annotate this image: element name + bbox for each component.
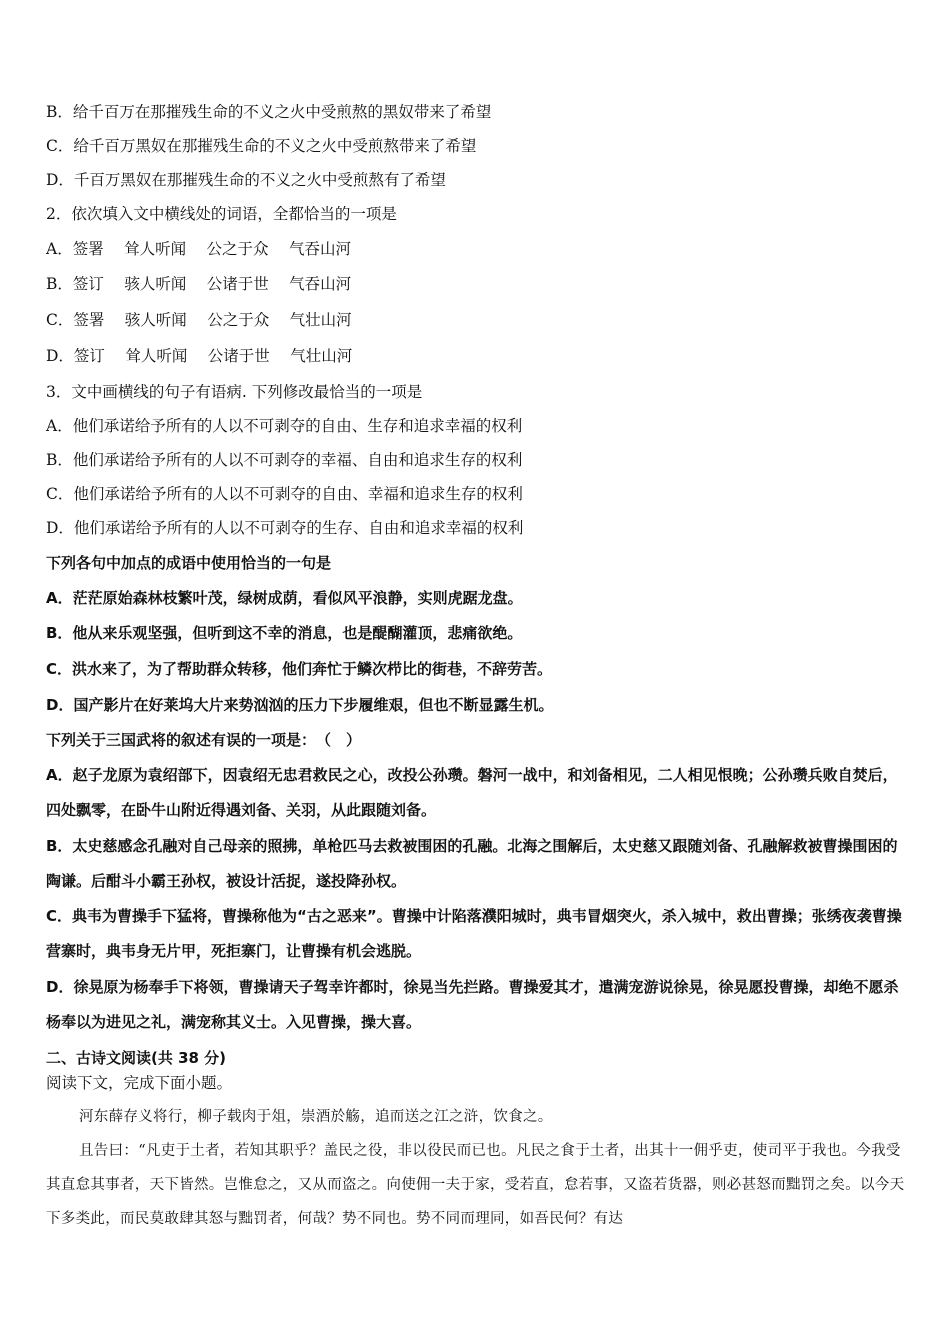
section-instruction: 阅读下文，完成下面小题。 <box>46 1074 233 1092</box>
q1-option-c: C．给千百万黑奴在那摧残生命的不义之火中受煎熬带来了希望 <box>46 137 477 155</box>
q2-option-a: A．签署 耸人听闻 公之于众 气吞山河 <box>46 240 351 258</box>
q5-option-d: D．徐晃原为杨奉手下将领，曹操请天子驾幸许都时，徐晃当先拦路。曹操爱其才，遣满宠游说徐晃，徐晃愿投曹操，却绝不愿杀杨奉以为进见之礼，满宠称其义士。入见曹操，操大喜。 <box>46 978 899 1031</box>
q2-option-d: D．签订 耸人听闻 公诸于世 气壮山河 <box>46 347 353 365</box>
q3-option-b: B．他们承诺给予所有的人以不可剥夺的幸福、自由和追求生存的权利 <box>46 451 523 469</box>
q2-option-c: C．签署 骇人听闻 公之于众 气壮山河 <box>46 311 352 329</box>
q1-option-b: B．给千百万在那摧残生命的不义之火中受煎熬的黑奴带来了希望 <box>46 103 492 121</box>
passage-paragraph: 且告曰：“凡吏于土者，若知其职乎？盖民之役，非以役民而已也。凡民之食于土者，出其十一佣乎吏，使司平于我也。今我受其直怠其事者，天下皆然。岂惟怠之，又从而盗之。向使佣一夫于家，受若直，怠若事，又盗若货器，则必甚怒而黜罚之矣。以今天下多类此，而民莫敢肆其怒与黜罚者，何哉？势不同也。势不同而理同，如吾民何？有达 <box>46 1143 905 1227</box>
q1-option-d: D．千百万黑奴在那摧残生命的不义之火中受煎熬有了希望 <box>46 171 446 189</box>
q4-option-a: A．茫茫原始森林枝繁叶茂，绿树成荫，看似风平浪静，实则虎踞龙盘。 <box>46 589 523 607</box>
section-title: 二、古诗文阅读(共 38 分) <box>46 1049 227 1067</box>
q4-stem: 下列各句中加点的成语中使用恰当的一句是 <box>46 554 332 572</box>
q4-option-c: C．洪水来了，为了帮助群众转移，他们奔忙于鳞次栉比的街巷，不辞劳苦。 <box>46 660 553 678</box>
passage-paragraph: 河东薛存义将行，柳子载肉于俎，崇酒於觞，追而送之江之浒，饮食之。 <box>79 1109 553 1125</box>
q4-option-b: B．他从来乐观坚强，但听到这不幸的消息，也是醍醐灌顶，悲痛欲绝。 <box>46 624 523 642</box>
q2-option-b: B．签订 骇人听闻 公诸于世 气吞山河 <box>46 275 352 293</box>
q3-option-a: A．他们承诺给予所有的人以不可剥夺的自由、生存和追求幸福的权利 <box>46 417 523 435</box>
q3-stem: 3．文中画横线的句子有语病. 下列修改最恰当的一项是 <box>46 383 423 401</box>
q4-option-d: D．国产影片在好莱坞大片来势汹汹的压力下步履维艰，但也不断显露生机。 <box>46 696 554 714</box>
q5-option-b: B．太史慈感念孔融对自己母亲的照拂，单枪匹马去救被围困的孔融。北海之围解后，太史慈又跟随刘备、孔融解救被曹操围困的陶谦。后酣斗小霸王孙权，被设计活捉，遂投降孙权。 <box>46 837 898 890</box>
q5-option-a: A．赵子龙原为袁绍部下，因袁绍无忠君救民之心，改投公孙瓒。磐河一战中，和刘备相见，二人相见恨晚；公孙瓒兵败自焚后，四处飘零，在卧牛山附近得遇刘备、关羽，从此跟随刘备。 <box>46 766 898 819</box>
q3-option-d: D．他们承诺给予所有的人以不可剥夺的生存、自由和追求幸福的权利 <box>46 519 524 537</box>
q5-option-c: C．典韦为曹操手下猛将，曹操称他为“古之恶来”。曹操中计陷落濮阳城时，典韦冒烟突火，杀入城中，救出曹操；张绣夜袭曹操营寨时，典韦身无片甲，死拒寨门，让曹操有机会逃脱。 <box>46 907 902 960</box>
q5-stem: 下列关于三国武将的叙述有误的一项是： （ ） <box>46 731 362 749</box>
q3-option-c: C．他们承诺给予所有的人以不可剥夺的自由、幸福和追求生存的权利 <box>46 485 523 503</box>
q2-stem: 2．依次填入文中横线处的词语，全都恰当的一项是 <box>46 205 397 223</box>
